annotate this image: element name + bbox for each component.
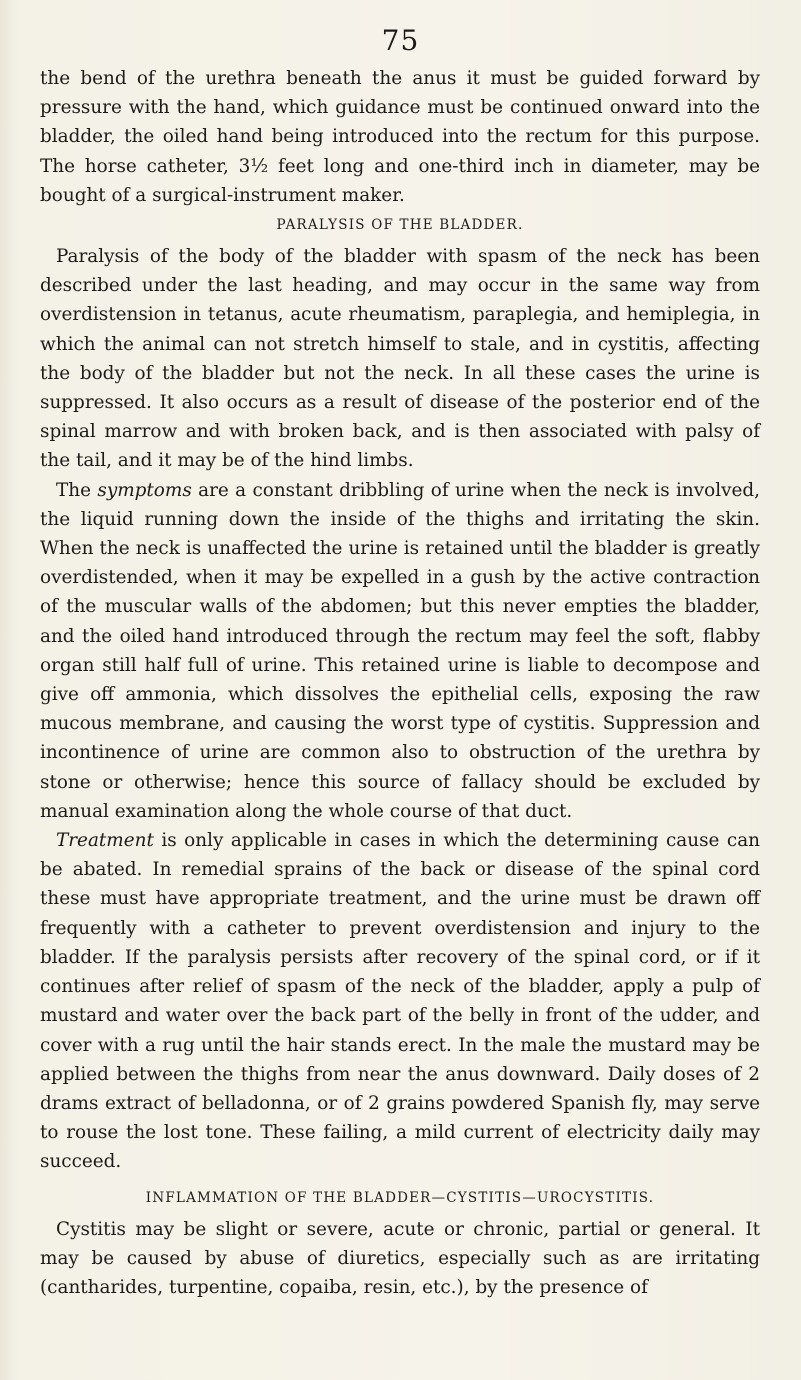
page-body	[40, 64, 760, 1302]
symptoms-paragraph	[40, 476, 760, 826]
paralysis-paragraph-1: Paralysis of the body of the bladder with spasm of the neck has been described under the last heading, and may occur in the same way from overdistension in tetanus, acute rheumatism, paraplegia, and hemiplegia, in which the animal can not stretch himself to stale, and in cystitis, affecting the body of the bladder but not the neck. In all these cases the urine is suppressed. It also occurs as a result of disease of the posterior end of the spinal marrow and with broken back, and is then associated with palsy of the tail, and it may be of the hind limbs.	[40, 246, 760, 472]
heading-inflammation: INFLAMMATION OF THE BLADDER—CYSTITIS—UROCYSTITIS.	[145, 1189, 655, 1206]
intro-paragraph: the bend of the urethra beneath the anus it must be guided forward by pressure with the hand, which guidance must be continued onward into the bladder, the oiled hand being introduced into the rectum for this purpose. The horse catheter, 3½ feet long and one-third inch in diameter, may be bought of a surgical-instrument maker.	[40, 68, 760, 206]
treatment-text: is only applicable in cases in which the determining cause can be abated. In remedial sprains of the back or disease of the spinal cord these must have appropriate treatment, and the urine must be drawn off frequently with a catheter to prevent overdistension and injury to the bladder. If the paralysis persists after recovery of the spinal cord, or if it continues after relief of spasm of the neck of the bladder, apply a pulp of mustard and water over the back part of the belly in front of the udder, and cover with a rug until the hair stands erect. In the male the mustard may be applied between the thighs from near the anus downward. Daily doses of 2 drams extract of belladonna, or of 2 grains powdered Spanish fly, may serve to rouse the lost tone. These failing, a mild current of electricity daily may succeed.	[40, 830, 760, 1173]
symptoms-text: are a constant dribbling of urine when the neck is involved, the liquid running down the inside of the thighs and irritating the skin. When the neck is unaffected the urine is retained until the bladder is greatly overdistended, when it may be expelled in a gush by the active contraction of the muscular walls of the abdomen; but this never empties the bladder, and the oiled hand introduced through the rectum may feel the soft, flabby organ still half full of urine. This retained urine is liable to decompose and give off ammonia, which dissolves the epithelial cells, exposing the raw mucous membrane, and causing the worst type of cystitis. Suppression and incontinence of urine are common also to obstruction of the urethra by stone or otherwise; hence this source of fallacy should be excluded by manual examination along the whole course of that duct.	[40, 479, 760, 822]
treatment-term: Treatment	[56, 830, 154, 852]
symptoms-term: symptoms	[97, 479, 192, 501]
page-number: 75	[381, 24, 420, 57]
symptoms-lead: The	[56, 479, 91, 501]
heading-paralysis: PARALYSIS OF THE BLADDER.	[276, 217, 524, 234]
treatment-paragraph	[40, 826, 760, 1176]
cystitis-paragraph: Cystitis may be slight or severe, acute or chronic, partial or general. It may be caused by abuse of diuretics, especially such as are irritating (cantharides, turpentine, copaiba, resin, etc.), by the presence of	[40, 1218, 760, 1298]
